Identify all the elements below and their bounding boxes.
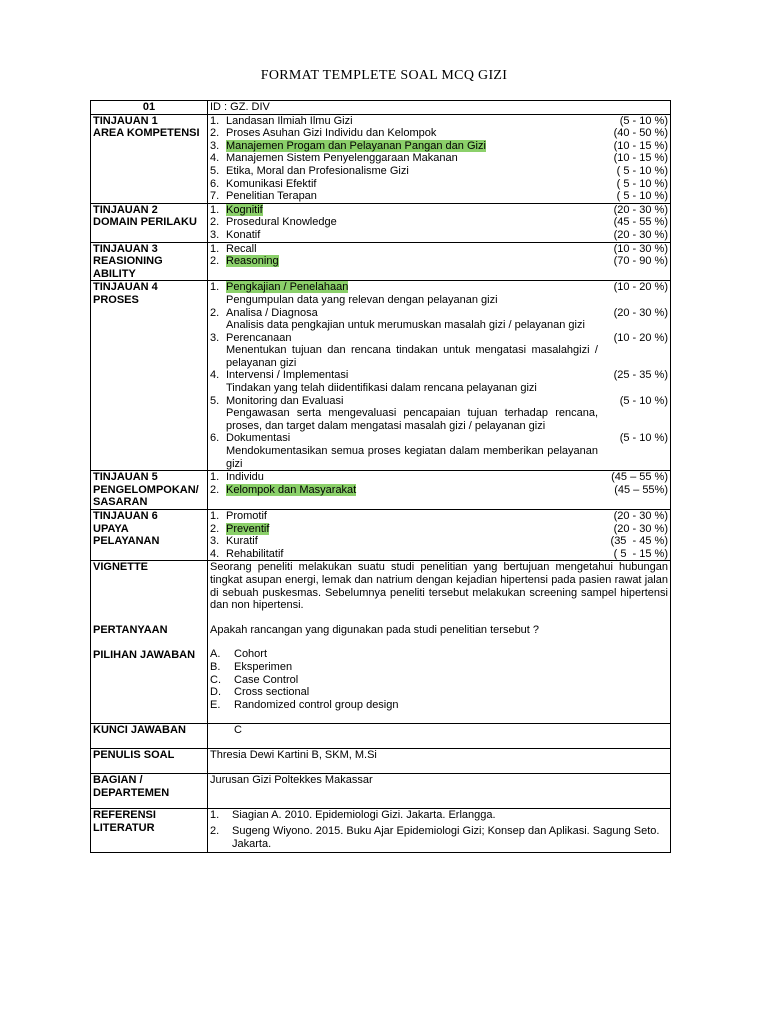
tinjauan-1-items [208, 114, 671, 203]
list-item [210, 548, 668, 561]
item-number: 2. [210, 255, 220, 268]
document-title: FORMAT TEMPLETE SOAL MCQ GIZI [260, 68, 508, 83]
id-cell: ID : GZ. DIV [208, 101, 671, 115]
item-percent: (45 – 55 %) [611, 471, 668, 484]
tinjauan-3-items [208, 242, 671, 281]
tinjauan-3-title: TINJAUAN 3 [93, 242, 158, 255]
item-text: Dokumentasi [226, 432, 291, 445]
item-number: 3. [210, 331, 220, 344]
item-text-highlighted: Kognitif [226, 203, 263, 216]
item-percent: (20 - 30 %) [613, 203, 668, 216]
reference-item [210, 809, 668, 822]
item-number: 3. [210, 535, 220, 548]
tinjauan-1-label [91, 114, 208, 203]
item-percent: (5 - 10 %) [619, 432, 668, 445]
item-number: 7. [210, 190, 220, 203]
item-text: Monitoring dan Evaluasi [226, 394, 344, 407]
option-letter: C. [210, 673, 221, 686]
item-percent: (20 - 30 %) [613, 228, 668, 241]
item-percent: (45 – 55%) [614, 483, 668, 496]
reference-item [210, 825, 668, 850]
option-text: Randomized control group design [234, 698, 399, 711]
item-description-text: Analisis data pengkajian untuk merumuskan masalah gizi / pelayanan gizi [226, 319, 585, 332]
list-item [210, 165, 668, 178]
item-description-text: Menentukan tujuan dan rencana tindakan untuk mengatasi masalahgizi / pelayanan gizi [226, 344, 598, 369]
item-percent: (25 - 35 %) [613, 369, 668, 382]
question-text: Apakah rancangan yang digunakan pada studi penelitian tersebut ? [210, 623, 540, 636]
item-number: 1. [210, 203, 220, 216]
list-item [210, 369, 668, 382]
item-percent: ( 5 - 15 %) [613, 547, 668, 560]
option-d [210, 686, 668, 699]
department-label-line-2: DEPARTEMEN [93, 786, 170, 799]
item-percent: (5 - 10 %) [619, 394, 668, 407]
item-text: Intervensi / Implementasi [226, 369, 349, 382]
list-item [210, 484, 668, 497]
tinjauan-4-items [208, 281, 671, 471]
author-value: Thresia Dewi Kartini B, SKM, M.Si [208, 749, 671, 774]
tinjauan-3-subtitle-2: ABILITY [93, 267, 136, 280]
list-item [210, 255, 668, 268]
item-number: 1. [210, 471, 220, 484]
item-percent: (10 - 15 %) [613, 152, 668, 165]
item-number: 2. [210, 522, 220, 535]
item-text: Manajemen Sistem Penyelenggaraan Makanan [226, 152, 458, 165]
item-number: 3. [210, 139, 220, 152]
item-description-text: Mendokumentasikan semua proses kegiatan dalam memberikan pelayanan gizi [226, 445, 598, 470]
item-percent: (10 - 15 %) [613, 139, 668, 152]
list-item [210, 281, 668, 294]
item-percent: ( 5 - 10 %) [616, 164, 668, 177]
author-label: PENULIS SOAL [91, 749, 208, 774]
item-percent: (70 - 90 %) [613, 255, 668, 268]
item-text: Proses Asuhan Gizi Individu dan Kelompok [226, 127, 437, 140]
item-number: 6. [210, 177, 220, 190]
code-cell [91, 101, 208, 115]
item-text: Konatif [226, 228, 261, 241]
tinjauan-2-items [208, 203, 671, 242]
list-item [210, 432, 668, 445]
item-percent: (20 - 30 %) [613, 510, 668, 522]
list-item [210, 152, 668, 165]
item-percent: ( 5 - 10 %) [616, 177, 668, 190]
list-item [210, 127, 668, 140]
option-letter: A. [210, 648, 221, 661]
option-text: Cross sectional [234, 686, 310, 699]
option-text: Case Control [234, 673, 299, 686]
list-item [210, 115, 668, 128]
options-label: PILIHAN JAWABAN [93, 648, 196, 661]
tinjauan-1-subtitle: AREA KOMPETENSI [93, 127, 200, 140]
department-label [91, 774, 208, 809]
item-percent: (45 - 55 %) [613, 216, 668, 229]
item-description-text: Tindakan yang telah diidentifikasi dalam rencana pelayanan gizi [226, 382, 537, 395]
item-description [210, 344, 668, 369]
references-label [91, 809, 208, 853]
option-b [210, 661, 668, 674]
option-e [210, 699, 668, 712]
item-text: Prosedural Knowledge [226, 216, 337, 229]
item-percent: (10 - 20 %) [613, 331, 668, 344]
vignette-label: VIGNETTE [93, 561, 149, 574]
question-labels [91, 561, 208, 724]
answer-key-label: KUNCI JAWABAN [91, 724, 208, 749]
header-row [91, 101, 671, 115]
tinjauan-4-title: TINJAUAN 4 [93, 281, 158, 294]
item-percent: ( 5 - 10 %) [616, 190, 668, 203]
question-row [91, 561, 671, 724]
item-text: Etika, Moral dan Profesionalisme Gizi [226, 164, 409, 177]
code-label: 01 [142, 101, 156, 113]
item-text: Penelitian Terapan [226, 190, 317, 203]
item-number: 2. [210, 483, 220, 496]
item-description [210, 407, 668, 432]
item-text: Perencanaan [226, 331, 292, 344]
reference-text: Siagian A. 2010. Epidemiologi Gizi. Jakarta. Erlangga. [232, 809, 496, 822]
list-item [210, 535, 668, 548]
list-item [210, 190, 668, 203]
list-item [210, 510, 668, 523]
option-text: Cohort [234, 648, 268, 661]
list-item [210, 471, 668, 484]
question-content [208, 561, 671, 724]
department-row [91, 774, 671, 809]
answer-key-value [208, 724, 671, 749]
reference-number: 2. [210, 824, 220, 837]
tinjauan-1-row [91, 114, 671, 203]
tinjauan-6-label [91, 510, 208, 561]
tinjauan-5-row [91, 471, 671, 510]
option-letter: D. [210, 686, 221, 699]
item-number: 1. [210, 510, 220, 522]
list-item [210, 332, 668, 345]
tinjauan-6-title: TINJAUAN 6 [93, 510, 158, 522]
tinjauan-3-subtitle: REASIONING [93, 255, 163, 268]
item-text-highlighted: Pengkajian / Penelahaan [226, 281, 349, 294]
item-number: 4. [210, 152, 220, 165]
item-number: 5. [210, 164, 220, 177]
item-text: Landasan Ilmiah Ilmu Gizi [226, 114, 353, 127]
option-text: Eksperimen [234, 660, 293, 673]
list-item [210, 243, 668, 256]
tinjauan-6-items [208, 510, 671, 561]
tinjauan-5-title: TINJAUAN 5 [93, 471, 158, 484]
item-number: 4. [210, 369, 220, 382]
department-label-line-1: BAGIAN / [93, 774, 143, 787]
list-item [210, 229, 668, 242]
item-description-text: Pengumpulan data yang relevan dengan pelayanan gizi [226, 293, 498, 306]
item-text: Komunikasi Efektif [226, 177, 317, 190]
item-percent: (10 - 30 %) [613, 242, 668, 255]
reference-text: Sugeng Wiyono. 2015. Buku Ajar Epidemiologi Gizi; Konsep dan Aplikasi. Sagung Seto. Jakarta. [232, 824, 660, 850]
item-percent: (5 - 10 %) [619, 114, 668, 127]
item-text-highlighted: Reasoning [226, 255, 279, 268]
tinjauan-1-title: TINJAUAN 1 [93, 114, 158, 127]
answer-key-letter: C [234, 724, 242, 737]
item-text: Rehabilitatif [226, 547, 284, 560]
tinjauan-6-subtitle: UPAYA [93, 522, 129, 535]
tinjauan-4-row [91, 281, 671, 471]
answer-key-row [91, 724, 671, 749]
tinjauan-5-subtitle-2: SASARAN [93, 496, 148, 509]
list-item [210, 395, 668, 408]
tinjauan-3-label [91, 242, 208, 281]
item-number: 5. [210, 394, 220, 407]
tinjauan-5-items [208, 471, 671, 510]
tinjauan-4-label [91, 281, 208, 471]
list-item [210, 523, 668, 536]
list-item [210, 178, 668, 191]
reference-number: 1. [210, 809, 220, 822]
tinjauan-4-subtitle: PROSES [93, 293, 139, 306]
item-text: Promotif [226, 510, 267, 522]
item-description [210, 382, 668, 395]
references-row [91, 809, 671, 853]
tinjauan-2-row [91, 203, 671, 242]
tinjauan-6-subtitle-2: PELAYANAN [93, 535, 160, 548]
list-item [210, 307, 668, 320]
list-item [210, 140, 668, 153]
author-row [91, 749, 671, 774]
item-text-highlighted: Manajemen Progam dan Pelayanan Pangan dan Gizi [226, 139, 486, 152]
mcq-form-table [90, 100, 671, 853]
item-text: Recall [226, 242, 257, 255]
tinjauan-2-title: TINJAUAN 2 [93, 203, 158, 216]
item-description-text: Pengawasan serta mengevaluasi pencapaian tujuan terhadap rencana, proses, dan target dalam mengatasi masalah gizi / pelayanan gizi [226, 407, 598, 432]
list-item [210, 216, 668, 229]
item-text: Kuratif [226, 535, 258, 548]
item-description [210, 445, 668, 470]
item-percent: (10 - 20 %) [613, 281, 668, 294]
tinjauan-6-row [91, 510, 671, 561]
option-letter: B. [210, 660, 221, 673]
item-description [210, 319, 668, 332]
item-number: 6. [210, 432, 220, 445]
option-letter: E. [210, 698, 221, 711]
option-c [210, 674, 668, 687]
department-value: Jurusan Gizi Poltekkes Makassar [208, 774, 671, 809]
option-a [210, 648, 668, 661]
item-percent: (35 - 45 %) [610, 535, 668, 548]
tinjauan-2-label [91, 203, 208, 242]
tinjauan-3-row [91, 242, 671, 281]
question-label: PERTANYAAN [93, 623, 168, 636]
tinjauan-5-label [91, 471, 208, 510]
list-item [210, 204, 668, 217]
item-percent: (20 - 30 %) [613, 306, 668, 319]
item-number: 3. [210, 228, 220, 241]
item-text-highlighted: Kelompok dan Masyarakat [226, 483, 357, 496]
item-percent: (20 - 30 %) [613, 522, 668, 535]
vignette-text: Seorang peneliti melakukan suatu studi penelitian yang bertujuan mengetahui hubungan tingkat asupan energi, lemak dan natrium dengan kejadian hipertensi pada pasien rawat jalan di sebuah puskesmas. Sebelumnya peneliti tersebut melakukan screening sampel hipertensi dan non hipertensi. [210, 561, 668, 612]
references-list [208, 809, 671, 853]
item-percent: (40 - 50 %) [613, 127, 668, 140]
item-number: 4. [210, 547, 220, 560]
tinjauan-5-subtitle: PENGELOMPOKAN/ [93, 483, 199, 496]
item-text: Individu [226, 471, 264, 484]
item-number: 1. [210, 281, 220, 294]
item-number: 1. [210, 114, 220, 127]
item-text-highlighted: Preventif [226, 522, 270, 535]
item-number: 2. [210, 306, 220, 319]
references-label-line-2: LITERATUR [93, 821, 155, 834]
item-number: 2. [210, 127, 220, 140]
tinjauan-2-subtitle: DOMAIN PERILAKU [93, 216, 197, 229]
item-text: Analisa / Diagnosa [226, 306, 318, 319]
references-label-line-1: REFERENSI [93, 809, 156, 822]
item-number: 1. [210, 242, 220, 255]
item-number: 2. [210, 216, 220, 229]
item-description [210, 294, 668, 307]
